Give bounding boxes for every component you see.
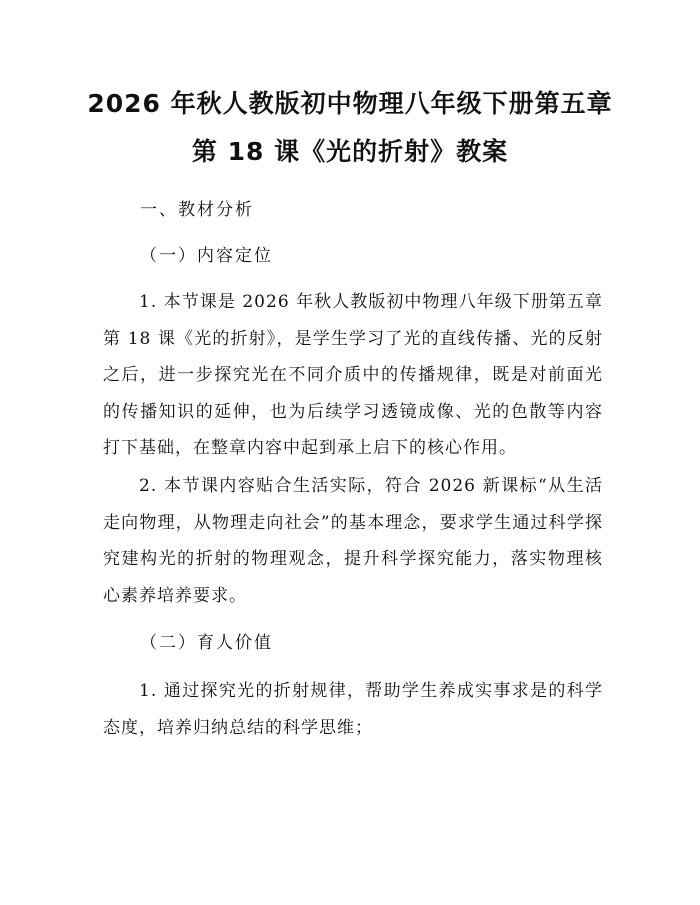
subsection-heading-educational-value: （二）育人价值: [140, 633, 273, 653]
paragraph-content-positioning-2: 2. 本节课内容贴合生活实际，符合 2026 新课标“从生活走向物理，从物理走向社会”的基本理念，要求学生通过科学探究建构光的折射的物理观念，提升科学探究能力，落实物理核心素养培养要求。: [103, 476, 603, 606]
paragraph-educational-value-1: 1. 通过探究光的折射规律，帮助学生养成实事求是的科学态度，培养归纳总结的科学思维；: [103, 681, 603, 738]
section-heading-textbook-analysis: 一、教材分析: [140, 200, 254, 220]
document-title-line-1: 2026 年秋人教版初中物理八年级下册第五章: [87, 89, 613, 118]
document-title-line-2: 第 18 课《光的折射》教案: [191, 137, 509, 166]
subsection-heading-content-positioning: （一）内容定位: [140, 246, 273, 266]
paragraph-content-positioning-1: 1. 本节课是 2026 年秋人教版初中物理八年级下册第五章第 18 课《光的折射》，是学生学习了光的直线传播、光的反射之后，进一步探究光在不同介质中的传播规律，既是对前面光的传播知识的延伸，也为后续学习透镜成像、光的色散等内容打下基础，在整章内容中起到承上启下的核心作用。: [103, 292, 603, 458]
